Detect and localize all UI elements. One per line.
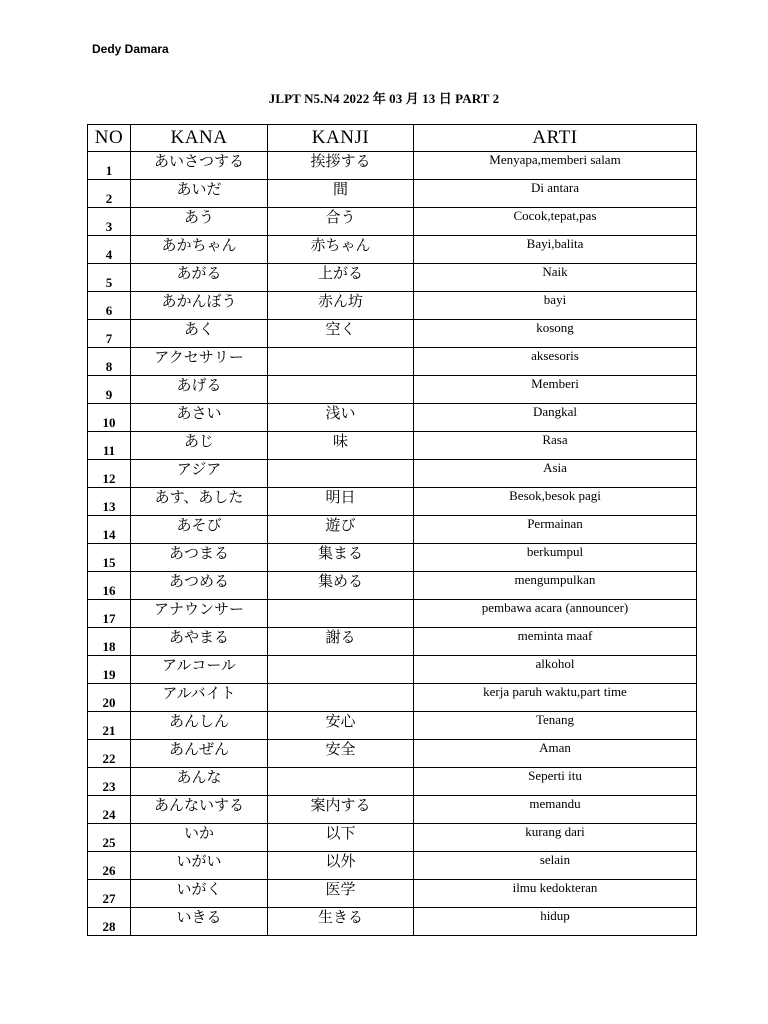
table-row	[88, 376, 697, 404]
cell-kana: いきる	[131, 908, 268, 936]
cell-kanji	[268, 348, 414, 376]
table-row	[88, 600, 697, 628]
cell-kanji	[268, 376, 414, 404]
cell-no: 1	[88, 152, 131, 180]
cell-arti: Bayi,balita	[414, 236, 697, 264]
cell-kanji: 謝る	[268, 628, 414, 656]
table-row	[88, 908, 697, 936]
cell-arti: Permainan	[414, 516, 697, 544]
cell-no: 13	[88, 488, 131, 516]
author-name: Dedy Damara	[92, 42, 169, 56]
table-row	[88, 488, 697, 516]
cell-kana: アルコール	[131, 656, 268, 684]
cell-no: 20	[88, 684, 131, 712]
table-row	[88, 152, 697, 180]
cell-kana: あじ	[131, 432, 268, 460]
cell-arti: Di antara	[414, 180, 697, 208]
cell-arti: kurang dari	[414, 824, 697, 852]
cell-arti: Tenang	[414, 712, 697, 740]
cell-arti: selain	[414, 852, 697, 880]
cell-arti: Naik	[414, 264, 697, 292]
cell-kana: あす、あした	[131, 488, 268, 516]
cell-kanji: 味	[268, 432, 414, 460]
page-title: JLPT N5.N4 2022 年 03 月 13 日 PART 2	[268, 91, 500, 106]
cell-kana: いがい	[131, 852, 268, 880]
cell-no: 26	[88, 852, 131, 880]
cell-kanji: 安心	[268, 712, 414, 740]
cell-kanji: 赤ちゃん	[268, 236, 414, 264]
cell-kanji: 以外	[268, 852, 414, 880]
cell-kanji	[268, 656, 414, 684]
cell-kana: あかんぼう	[131, 292, 268, 320]
cell-kanji: 上がる	[268, 264, 414, 292]
cell-arti: Cocok,tepat,pas	[414, 208, 697, 236]
cell-kanji: 挨拶する	[268, 152, 414, 180]
cell-kana: あんな	[131, 768, 268, 796]
table-row	[88, 544, 697, 572]
cell-no: 9	[88, 376, 131, 404]
cell-kanji: 浅い	[268, 404, 414, 432]
table-row	[88, 768, 697, 796]
cell-arti: Asia	[414, 460, 697, 488]
cell-no: 2	[88, 180, 131, 208]
table-row	[88, 852, 697, 880]
table-row	[88, 572, 697, 600]
cell-no: 19	[88, 656, 131, 684]
cell-no: 4	[88, 236, 131, 264]
cell-arti: Memberi	[414, 376, 697, 404]
cell-no: 5	[88, 264, 131, 292]
table-row	[88, 404, 697, 432]
cell-no: 14	[88, 516, 131, 544]
cell-no: 15	[88, 544, 131, 572]
header-kana: KANA	[131, 125, 268, 152]
cell-arti: Dangkal	[414, 404, 697, 432]
cell-arti: meminta maaf	[414, 628, 697, 656]
table-header-row	[88, 125, 697, 152]
header-arti: ARTI	[414, 125, 697, 152]
cell-arti: Besok,besok pagi	[414, 488, 697, 516]
cell-arti: pembawa acara (announcer)	[414, 600, 697, 628]
cell-kana: あう	[131, 208, 268, 236]
cell-no: 7	[88, 320, 131, 348]
cell-kanji	[268, 460, 414, 488]
cell-no: 28	[88, 908, 131, 936]
table-row	[88, 180, 697, 208]
table-row	[88, 264, 697, 292]
cell-kana: アクセサリー	[131, 348, 268, 376]
table-row	[88, 656, 697, 684]
table-row	[88, 628, 697, 656]
cell-kanji: 生きる	[268, 908, 414, 936]
cell-no: 11	[88, 432, 131, 460]
cell-kanji	[268, 684, 414, 712]
cell-arti: Aman	[414, 740, 697, 768]
cell-kana: あげる	[131, 376, 268, 404]
cell-arti: hidup	[414, 908, 697, 936]
cell-no: 23	[88, 768, 131, 796]
cell-arti: memandu	[414, 796, 697, 824]
table-row	[88, 712, 697, 740]
cell-no: 24	[88, 796, 131, 824]
cell-arti: Rasa	[414, 432, 697, 460]
cell-kana: あやまる	[131, 628, 268, 656]
cell-no: 8	[88, 348, 131, 376]
cell-kanji: 案内する	[268, 796, 414, 824]
table-row	[88, 740, 697, 768]
table-row	[88, 880, 697, 908]
table-row	[88, 432, 697, 460]
cell-no: 3	[88, 208, 131, 236]
header-no: NO	[88, 125, 131, 152]
cell-kanji: 赤ん坊	[268, 292, 414, 320]
cell-arti: bayi	[414, 292, 697, 320]
cell-kanji: 合う	[268, 208, 414, 236]
table-row	[88, 348, 697, 376]
table-row	[88, 796, 697, 824]
cell-kana: アナウンサー	[131, 600, 268, 628]
cell-kana: あそび	[131, 516, 268, 544]
cell-kana: いがく	[131, 880, 268, 908]
cell-arti: mengumpulkan	[414, 572, 697, 600]
table-row	[88, 460, 697, 488]
cell-kana: あかちゃん	[131, 236, 268, 264]
table-row	[88, 208, 697, 236]
cell-kana: アジア	[131, 460, 268, 488]
cell-arti: aksesoris	[414, 348, 697, 376]
cell-no: 21	[88, 712, 131, 740]
cell-kana: あいさつする	[131, 152, 268, 180]
cell-kanji: 集める	[268, 572, 414, 600]
cell-arti: kerja paruh waktu,part time	[414, 684, 697, 712]
cell-no: 10	[88, 404, 131, 432]
cell-kanji	[268, 600, 414, 628]
cell-kanji: 以下	[268, 824, 414, 852]
cell-kanji: 集まる	[268, 544, 414, 572]
table-row	[88, 292, 697, 320]
cell-arti: Menyapa,memberi salam	[414, 152, 697, 180]
cell-kanji: 医学	[268, 880, 414, 908]
vocabulary-table	[87, 124, 697, 936]
cell-kanji: 間	[268, 180, 414, 208]
cell-kana: あさい	[131, 404, 268, 432]
cell-kana: あんないする	[131, 796, 268, 824]
cell-no: 17	[88, 600, 131, 628]
cell-kana: あんぜん	[131, 740, 268, 768]
cell-kana: あつまる	[131, 544, 268, 572]
cell-no: 6	[88, 292, 131, 320]
cell-arti: ilmu kedokteran	[414, 880, 697, 908]
cell-no: 18	[88, 628, 131, 656]
cell-kanji: 遊び	[268, 516, 414, 544]
cell-kanji: 明日	[268, 488, 414, 516]
cell-kana: あがる	[131, 264, 268, 292]
cell-kana: あんしん	[131, 712, 268, 740]
cell-kana: いか	[131, 824, 268, 852]
cell-kanji: 空く	[268, 320, 414, 348]
cell-no: 25	[88, 824, 131, 852]
table-row	[88, 824, 697, 852]
cell-arti: kosong	[414, 320, 697, 348]
cell-arti: Seperti itu	[414, 768, 697, 796]
cell-no: 27	[88, 880, 131, 908]
cell-kanji: 安全	[268, 740, 414, 768]
cell-arti: berkumpul	[414, 544, 697, 572]
cell-no: 22	[88, 740, 131, 768]
table-row	[88, 516, 697, 544]
cell-kana: あいだ	[131, 180, 268, 208]
table-row	[88, 684, 697, 712]
cell-kana: あつめる	[131, 572, 268, 600]
cell-no: 12	[88, 460, 131, 488]
cell-kana: あく	[131, 320, 268, 348]
table-row	[88, 320, 697, 348]
table-row	[88, 236, 697, 264]
cell-no: 16	[88, 572, 131, 600]
cell-arti: alkohol	[414, 656, 697, 684]
header-kanji: KANJI	[268, 125, 414, 152]
cell-kana: アルバイト	[131, 684, 268, 712]
cell-kanji	[268, 768, 414, 796]
